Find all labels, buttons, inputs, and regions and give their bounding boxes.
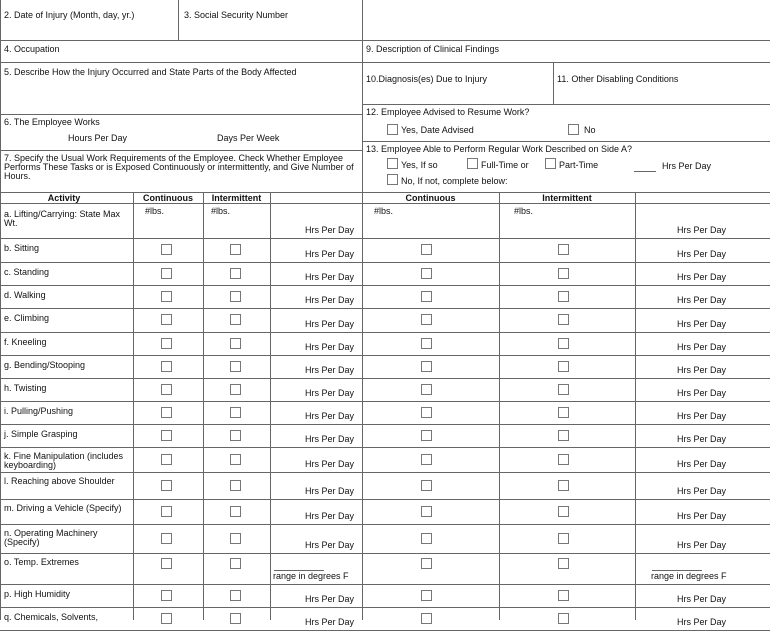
resume-no-checkbox[interactable]	[568, 124, 579, 135]
intermittent-checkbox[interactable]	[230, 590, 241, 601]
intermittent-checkbox[interactable]	[230, 338, 241, 349]
hrs-per-day-left: Hrs Per Day	[305, 486, 355, 496]
hrs-per-day-right: Hrs Per Day	[677, 434, 727, 444]
table-column-line	[270, 192, 271, 620]
range-label-left: range in degrees F	[273, 571, 349, 581]
row-divider	[0, 447, 770, 448]
table-column-line	[133, 192, 134, 620]
row-label: f. Kneeling	[4, 337, 47, 347]
how-injury-label: 5. Describe How the Injury Occurred and State Parts of the Body Affected	[4, 67, 297, 77]
hrs-per-day-left: Hrs Per Day	[305, 225, 355, 235]
r-intermittent-checkbox[interactable]	[558, 407, 569, 418]
part-time-label: Part-Time	[559, 160, 599, 170]
able-yes-label: Yes, If so	[401, 160, 438, 170]
r-intermittent-checkbox[interactable]	[558, 533, 569, 544]
header-bottom-line	[0, 203, 770, 204]
lbs-r-continuous: #lbs.	[374, 206, 394, 216]
r-continuous-checkbox[interactable]	[421, 506, 432, 517]
row-label: m. Driving a Vehicle (Specify)	[4, 503, 122, 513]
r-continuous-checkbox[interactable]	[421, 613, 432, 624]
able-yes-checkbox[interactable]	[387, 158, 398, 169]
hrs-per-day-left: Hrs Per Day	[305, 411, 355, 421]
other-disabling-label: 11. Other Disabling Conditions	[557, 74, 679, 84]
row-divider	[0, 262, 770, 263]
resume-no-label: No	[584, 125, 596, 135]
row-divider	[0, 607, 770, 608]
row-divider	[0, 285, 770, 286]
usual-work-label: 7. Specify the Usual Work Requirements of the Employee. Check Whether Employee Performs These Tasks or is Exposed Continuously or intermittently, and Give Number of Hours.	[4, 153, 354, 181]
row-label: q. Chemicals, Solvents,	[4, 612, 99, 622]
r-intermittent-checkbox[interactable]	[558, 268, 569, 279]
r-continuous-checkbox[interactable]	[421, 558, 432, 569]
ssn-label: 3. Social Security Number	[184, 10, 289, 20]
intermittent-checkbox[interactable]	[230, 291, 241, 302]
r-intermittent-checkbox[interactable]	[558, 291, 569, 302]
row-label: l. Reaching above Shoulder	[4, 476, 115, 486]
row-label: e. Climbing	[4, 313, 50, 323]
hrs-per-day-right: Hrs Per Day	[677, 319, 727, 329]
header-r-intermittent: Intermittent	[542, 193, 592, 203]
r-intermittent-checkbox[interactable]	[558, 361, 569, 372]
continuous-checkbox[interactable]	[161, 338, 172, 349]
hrs-per-day-right: Hrs Per Day	[677, 225, 727, 235]
r-intermittent-checkbox[interactable]	[558, 338, 569, 349]
hrs-per-day-right: Hrs Per Day	[677, 411, 727, 421]
able-to-perform-label: 13. Employee Able to Perform Regular Work Described on Side A?	[366, 144, 632, 154]
row-divider	[0, 332, 770, 333]
resume-work-label: 12. Employee Advised to Resume Work?	[366, 107, 530, 117]
intermittent-checkbox[interactable]	[230, 533, 241, 544]
header-activity: Activity	[47, 193, 81, 203]
continuous-checkbox[interactable]	[161, 613, 172, 624]
intermittent-checkbox[interactable]	[230, 454, 241, 465]
full-time-checkbox[interactable]	[467, 158, 478, 169]
table-column-line	[499, 192, 500, 620]
continuous-checkbox[interactable]	[161, 480, 172, 491]
header-r-continuous: Continuous	[405, 193, 456, 203]
hrs-per-day-left: Hrs Per Day	[305, 295, 355, 305]
lbs-intermittent: #lbs.	[211, 206, 231, 216]
r-intermittent-checkbox[interactable]	[558, 244, 569, 255]
r-continuous-checkbox[interactable]	[421, 361, 432, 372]
r-continuous-checkbox[interactable]	[421, 454, 432, 465]
hrs-per-day-left: Hrs Per Day	[305, 540, 355, 550]
hrs-per-day-left: Hrs Per Day	[305, 594, 355, 604]
left-border	[0, 0, 1, 620]
hrs-per-day-left: Hrs Per Day	[305, 342, 355, 352]
intermittent-checkbox[interactable]	[230, 268, 241, 279]
row-label: c. Standing	[4, 267, 50, 277]
intermittent-checkbox[interactable]	[230, 244, 241, 255]
hrs-per-day-right: Hrs Per Day	[677, 540, 727, 550]
r-continuous-checkbox[interactable]	[421, 533, 432, 544]
continuous-checkbox[interactable]	[161, 291, 172, 302]
hrs-per-day-right: Hrs Per Day	[677, 388, 727, 398]
intermittent-checkbox[interactable]	[230, 506, 241, 517]
divider-2-3	[178, 0, 179, 40]
r-intermittent-checkbox[interactable]	[558, 384, 569, 395]
hrs-per-day-left: Hrs Per Day	[305, 319, 355, 329]
r-intermittent-checkbox[interactable]	[558, 430, 569, 441]
row-label: k. Fine Manipulation (includes keyboarding)	[4, 451, 124, 470]
r-intermittent-checkbox[interactable]	[558, 506, 569, 517]
r-intermittent-checkbox[interactable]	[558, 590, 569, 601]
row-label: p. High Humidity	[4, 589, 71, 599]
clinical-findings-label: 9. Description of Clinical Findings	[366, 44, 500, 54]
r-intermittent-checkbox[interactable]	[558, 480, 569, 491]
date-of-injury-label: 2. Date of Injury (Month, day, yr.)	[4, 10, 135, 20]
r-continuous-checkbox[interactable]	[421, 244, 432, 255]
row-label: d. Walking	[4, 290, 46, 300]
row-divider	[0, 499, 770, 500]
row-label: j. Simple Grasping	[4, 429, 78, 439]
row-label: a. Lifting/Carrying: State Max Wt.	[4, 209, 121, 228]
row-divider	[0, 238, 770, 239]
hrs-per-day-left: Hrs Per Day	[305, 365, 355, 375]
able-no-label: No, If not, complete below:	[401, 176, 508, 186]
row-divider	[0, 524, 770, 525]
header-continuous: Continuous	[143, 193, 193, 203]
hrs-per-day-right: Hrs Per Day	[677, 249, 727, 259]
continuous-checkbox[interactable]	[161, 506, 172, 517]
r-continuous-checkbox[interactable]	[421, 338, 432, 349]
able-no-checkbox[interactable]	[387, 174, 398, 185]
diagnosis-label: 10.Diagnosis(es) Due to Injury	[366, 74, 488, 84]
occupation-label: 4. Occupation	[4, 44, 60, 54]
row-divider	[0, 401, 770, 402]
hrs-per-day-left: Hrs Per Day	[305, 434, 355, 444]
resume-yes-checkbox[interactable]	[387, 124, 398, 135]
r-intermittent-checkbox[interactable]	[558, 558, 569, 569]
intermittent-checkbox[interactable]	[230, 613, 241, 624]
lbs-continuous: #lbs.	[145, 206, 165, 216]
r-continuous-checkbox[interactable]	[421, 291, 432, 302]
hrs-per-day-right: Hrs Per Day	[677, 617, 727, 627]
part-time-checkbox[interactable]	[545, 158, 556, 169]
row-label: b. Sitting	[4, 243, 40, 253]
row-divider	[0, 472, 770, 473]
row-divider	[0, 584, 770, 585]
row-divider	[0, 308, 770, 309]
continuous-checkbox[interactable]	[161, 244, 172, 255]
continuous-checkbox[interactable]	[161, 384, 172, 395]
table-column-line	[635, 192, 636, 620]
r-intermittent-checkbox[interactable]	[558, 314, 569, 325]
intermittent-checkbox[interactable]	[230, 480, 241, 491]
hrs-per-day-right: Hrs Per Day	[677, 342, 727, 352]
r-intermittent-checkbox[interactable]	[558, 613, 569, 624]
continuous-checkbox[interactable]	[161, 314, 172, 325]
r-continuous-checkbox[interactable]	[421, 268, 432, 279]
hrs-per-day-right: Hrs Per Day	[677, 365, 727, 375]
hrs-per-day-right: Hrs Per Day	[677, 594, 727, 604]
hrs-per-day-left: Hrs Per Day	[305, 617, 355, 627]
r-continuous-checkbox[interactable]	[421, 407, 432, 418]
days-per-week-label: Days Per Week	[217, 133, 280, 143]
r-continuous-checkbox[interactable]	[421, 314, 432, 325]
row-label: h. Twisting	[4, 383, 47, 393]
intermittent-checkbox[interactable]	[230, 314, 241, 325]
hrs-per-day-right: Hrs Per Day	[677, 486, 727, 496]
column-divider	[362, 0, 363, 192]
continuous-checkbox[interactable]	[161, 590, 172, 601]
continuous-checkbox[interactable]	[161, 454, 172, 465]
continuous-checkbox[interactable]	[161, 268, 172, 279]
r-intermittent-checkbox[interactable]	[558, 454, 569, 465]
continuous-checkbox[interactable]	[161, 407, 172, 418]
intermittent-checkbox[interactable]	[230, 361, 241, 372]
hrs-per-day-left: Hrs Per Day	[305, 459, 355, 469]
employee-works-label: 6. The Employee Works	[4, 117, 100, 127]
r-continuous-checkbox[interactable]	[421, 384, 432, 395]
row-label: n. Operating Machinery (Specify)	[4, 528, 98, 547]
range-label-right: range in degrees F	[651, 571, 727, 581]
continuous-checkbox[interactable]	[161, 558, 172, 569]
intermittent-checkbox[interactable]	[230, 430, 241, 441]
hrs-per-day-right: Hrs Per Day	[677, 459, 727, 469]
hrs-per-day-left: Hrs Per Day	[305, 272, 355, 282]
resume-yes-label: Yes, Date Advised	[401, 125, 474, 135]
r-continuous-checkbox[interactable]	[421, 480, 432, 491]
hrs-per-day-right: Hrs Per Day	[677, 295, 727, 305]
row-label: i. Pulling/Pushing	[4, 406, 74, 416]
hrs-per-day-left: Hrs Per Day	[305, 388, 355, 398]
able-hrs-label: Hrs Per Day	[662, 161, 712, 171]
row-divider	[0, 378, 770, 379]
hrs-per-day-right: Hrs Per Day	[677, 272, 727, 282]
intermittent-checkbox[interactable]	[230, 558, 241, 569]
row-label: g. Bending/Stooping	[4, 360, 86, 370]
hrs-per-day-right: Hrs Per Day	[677, 511, 727, 521]
table-column-line	[203, 192, 204, 620]
row-divider	[0, 424, 770, 425]
hrs-per-day-left: Hrs Per Day	[305, 249, 355, 259]
continuous-checkbox[interactable]	[161, 361, 172, 372]
intermittent-checkbox[interactable]	[230, 384, 241, 395]
row-divider	[0, 553, 770, 554]
row-divider	[0, 355, 770, 356]
continuous-checkbox[interactable]	[161, 533, 172, 544]
r-continuous-checkbox[interactable]	[421, 590, 432, 601]
hrs-per-day-left: Hrs Per Day	[305, 511, 355, 521]
r-continuous-checkbox[interactable]	[421, 430, 432, 441]
continuous-checkbox[interactable]	[161, 430, 172, 441]
table-column-line	[362, 192, 363, 620]
header-intermittent: Intermittent	[211, 193, 262, 203]
hours-per-day-label: Hours Per Day	[68, 133, 128, 143]
lbs-r-intermittent: #lbs.	[514, 206, 534, 216]
row-label: o. Temp. Extremes	[4, 557, 79, 567]
intermittent-checkbox[interactable]	[230, 407, 241, 418]
full-time-label: Full-Time or	[481, 160, 529, 170]
